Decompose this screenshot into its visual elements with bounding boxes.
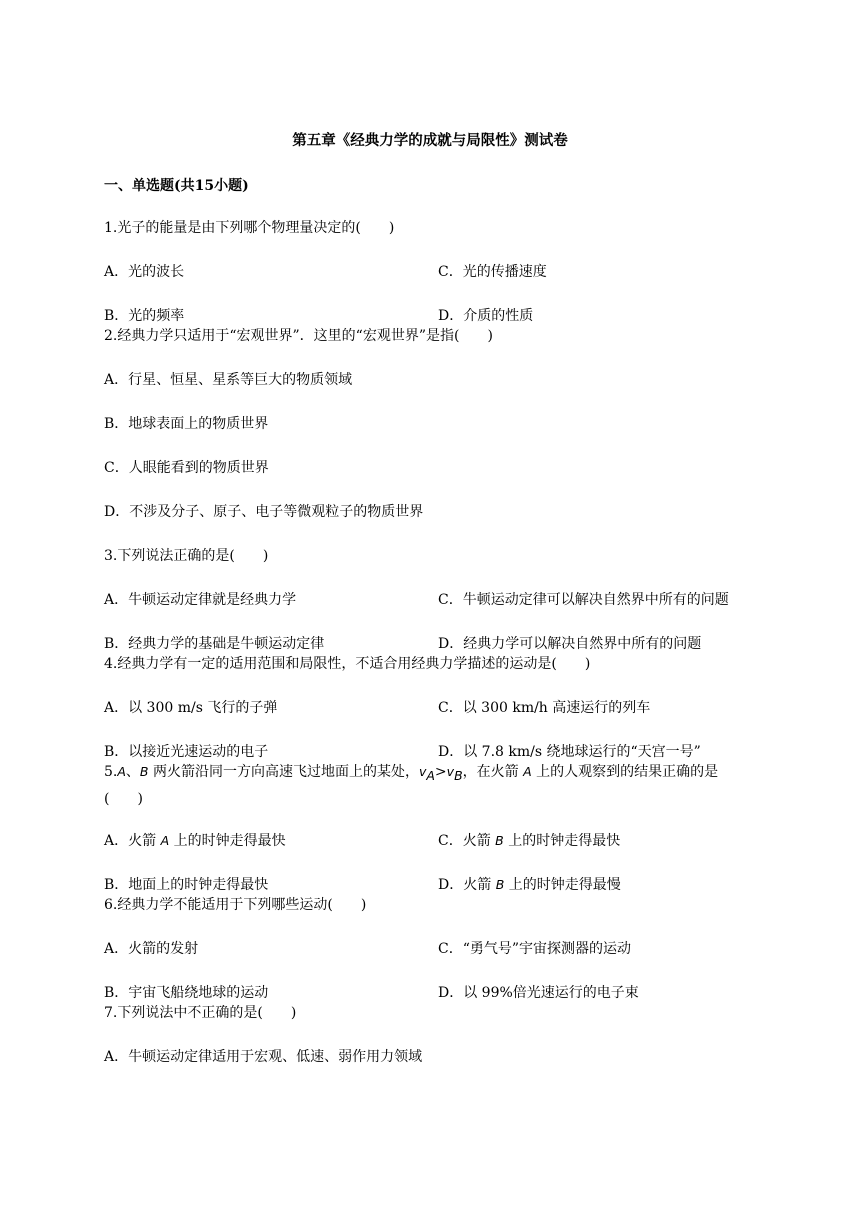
option-b: B．光的频率 xyxy=(104,308,185,324)
option-a: A．以 300 m/s 飞行的子弹 xyxy=(104,700,278,716)
option-a: A．牛顿运动定律适用于宏观、低速、弱作用力领域 xyxy=(104,1049,423,1065)
option-b: B．经典力学的基础是牛顿运动定律 xyxy=(104,636,325,652)
option-b: B．地面上的时钟走得最快 xyxy=(104,877,269,893)
question-stem: 5.A、B 两火箭沿同一方向高速飞过地面上的某处，$v_A>v_B$，在火箭 A 上的人观察到的结果正确的是 xyxy=(104,764,719,783)
option-c: C．牛顿运动定律可以解决自然界中所有的问题 xyxy=(438,592,729,608)
option-b: B．以接近光速运动的电子 xyxy=(104,744,269,760)
option-d: D．火箭 B 上的时钟走得最慢 xyxy=(438,877,621,893)
option-c: C．光的传播速度 xyxy=(438,264,547,280)
option-a: A．光的波长 xyxy=(104,264,185,280)
page-title: 第五章《经典力学的成就与局限性》测试卷 xyxy=(292,132,568,149)
option-a: A．行星、恒星、星系等巨大的物质领域 xyxy=(104,372,353,388)
section-heading: 一、单选题(共15小题) xyxy=(104,178,249,194)
option-d: D．以 99%倍光速运行的电子束 xyxy=(438,985,639,1001)
option-a: A．火箭的发射 xyxy=(104,941,199,957)
option-a: A．火箭 A 上的时钟走得最快 xyxy=(104,833,286,849)
question-stem: 2.经典力学只适用于“宏观世界”．这里的“宏观世界”是指( ) xyxy=(104,328,493,344)
option-c: C．以 300 km/h 高速运行的列车 xyxy=(438,700,651,716)
question-stem: 1.光子的能量是由下列哪个物理量决定的( ) xyxy=(104,220,395,236)
option-c: C．人眼能看到的物质世界 xyxy=(104,460,269,476)
option-c: C．火箭 B 上的时钟走得最快 xyxy=(438,833,621,849)
option-b: B．宇宙飞船绕地球的运动 xyxy=(104,985,269,1001)
option-d: D．不涉及分子、原子、电子等微观粒子的物质世界 xyxy=(104,504,424,520)
option-c: C．“勇气号”宇宙探测器的运动 xyxy=(438,941,632,957)
option-a: A．牛顿运动定律就是经典力学 xyxy=(104,592,297,608)
question-stem: 3.下列说法正确的是( ) xyxy=(104,548,269,564)
question-stem-continued: ( ) xyxy=(104,791,143,807)
question-stem: 4.经典力学有一定的适用范围和局限性，不适合用经典力学描述的运动是( ) xyxy=(104,656,591,672)
question-stem: 7.下列说法中不正确的是( ) xyxy=(104,1005,297,1021)
option-d: D．介质的性质 xyxy=(438,308,534,324)
question-stem: 6.经典力学不能适用于下列哪些运动( ) xyxy=(104,897,367,913)
option-d: D．经典力学可以解决自然界中所有的问题 xyxy=(438,636,702,652)
option-b: B．地球表面上的物质世界 xyxy=(104,416,269,432)
option-d: D．以 7.8 km/s 绕地球运行的“天宫一号” xyxy=(438,744,701,760)
